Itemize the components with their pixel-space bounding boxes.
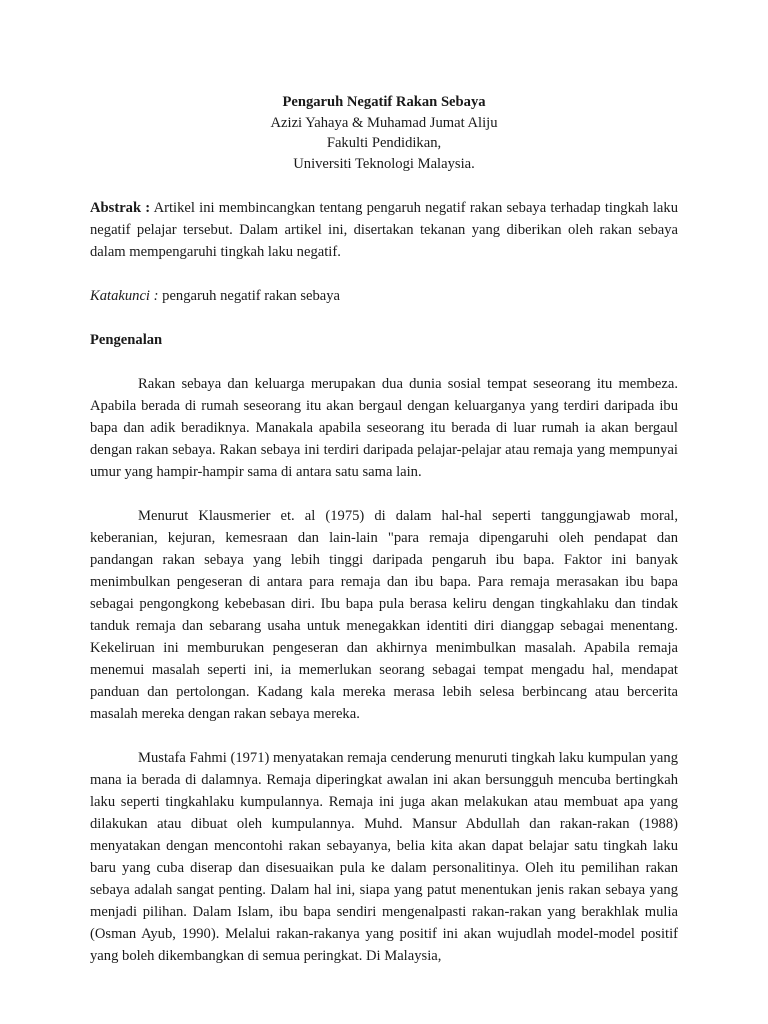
faculty: Fakulti Pendidikan, bbox=[326, 135, 442, 151]
keywords-text: pengaruh negatif rakan sebaya bbox=[158, 288, 341, 304]
section-heading: Pengenalan bbox=[90, 332, 163, 348]
title-block bbox=[90, 92, 678, 174]
body-paragraph-2: Menurut Klausmerier et. al (1975) di dalam hal-hal seperti tanggungjawab moral, keberanian, kejuran, kemesraan dan lain-lain "para remaja dipengaruhi oleh pendapat dan pandangan rakan sebaya yang lebih tinggi daripada pengaruh ibu bapa. Faktor ini banyak menimbulkan pengeseran di antara para remaja dan ibu bapa. Para remaja merasakan ibu bapa sebagai pengongkong kebebasan diri. Ibu bapa pula berasa keliru dengan tingkahlaku dan tindak tanduk remaja dan sebarang usaha untuk menegakkan identiti diri dianggap sebagai menentang. Kekeliruan ini memburukan pengeseran dan akhirnya menimbulkan masalah. Apabila remaja menemui masalah seperti ini, ia memerlukan seorang sebagai tempat mengadu hal, mendapat panduan dan pertolongan. Kadang kala mereka merasa lebih selesa berbincang atau bercerita masalah mereka dengan rakan sebaya mereka. bbox=[90, 508, 678, 722]
body-paragraph-3: Mustafa Fahmi (1971) menyatakan remaja cenderung menuruti tingkah laku kumpulan yang mana ia berada di dalamnya. Remaja diperingkat awalan ini akan bersungguh mencuba bertingkah laku seperti tingkahlaku kumpulannya. Remaja ini juga akan melakukan atau membuat apa yang dilakukan atau dibuat oleh kumpulannya. Muhd. Mansur Abdullah dan rakan-rakan (1988) menyatakan dengan mencontohi rakan sebayanya, belia kita akan dapat belajar satu tingkah laku baru yang cuba diserap dan disesuaikan pula ke dalam personalitinya. Oleh itu pemilihan rakan sebaya adalah sangat penting. Dalam hal ini, siapa yang patut menentukan jenis rakan sebaya yang menjadi pilihan. Dalam Islam, ibu bapa sendiri mengenalpasti rakan-rakan yang berakhlak mulia (Osman Ayub, 1990). Melalui rakan-rakanya yang positif ini akan wujudlah model-model positif yang boleh dikembangkan di semua peringkat. Di Malaysia, bbox=[90, 750, 678, 964]
university: Universiti Teknologi Malaysia. bbox=[293, 155, 475, 172]
document-title: Pengaruh Negatif Rakan Sebaya bbox=[282, 94, 486, 110]
abstract-text: Artikel ini membincangkan tentang pengaruh negatif rakan sebaya terhadap tingkah laku negatif pelajar tersebut. Dalam artikel ini, disertakan tekanan yang diberikan oleh rakan sebaya dalam mempengaruhi tingkah laku negatif. bbox=[90, 200, 679, 260]
body-paragraph-1: Rakan sebaya dan keluarga merupakan dua dunia sosial tempat seseorang itu membeza. Apabila berada di rumah seseorang itu akan bergaul dengan keluarganya yang terdiri daripada ibu bapa dan adik beradiknya. Manakala apabila seseorang itu berada di luar rumah ia akan bergaul dengan rakan sebaya. Rakan sebaya ini terdiri daripada pelajar-pelajar atau remaja yang mempunyai umur yang hampir-hampir sama di antara satu sama lain. bbox=[90, 376, 678, 480]
keywords-paragraph bbox=[90, 285, 678, 307]
keywords-label: Katakunci : bbox=[90, 288, 159, 304]
abstract-label: Abstrak : bbox=[90, 200, 151, 216]
authors: Azizi Yahaya & Muhamad Jumat Aliju bbox=[270, 114, 498, 131]
abstract-paragraph bbox=[90, 197, 678, 263]
